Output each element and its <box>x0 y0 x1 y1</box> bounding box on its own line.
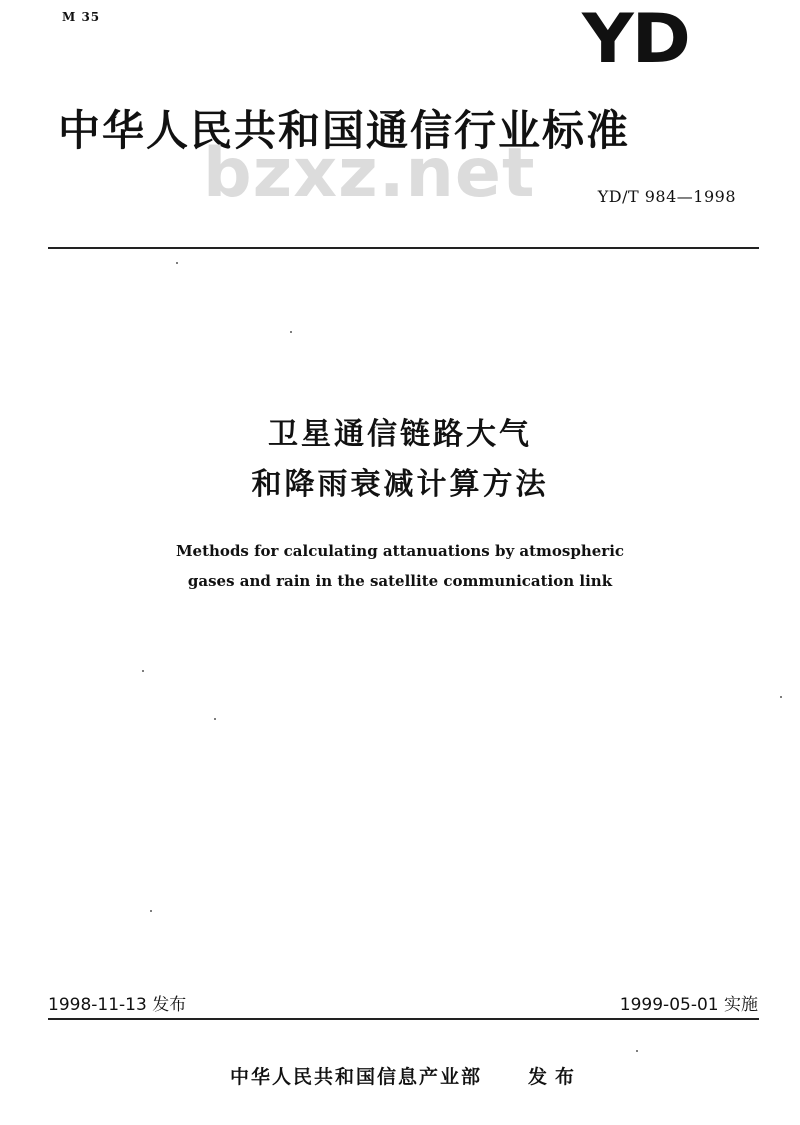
header-divider <box>48 247 759 249</box>
classification-code: M 35 <box>62 10 101 24</box>
publisher: 中华人民共和国信息产业部 <box>230 1066 483 1088</box>
document-title-en-line2: gases and rain in the satellite communication link <box>187 572 613 590</box>
scan-speck <box>176 262 178 264</box>
document-title-cn-line2: 和降雨衰减计算方法 <box>251 467 549 502</box>
document-title-en-line1: Methods for calculating attanuations by atmospheric <box>175 542 625 560</box>
scan-speck <box>142 670 144 672</box>
scan-speck <box>214 718 216 720</box>
publish-label: 发布 <box>528 1066 583 1088</box>
yd-logo: YD <box>582 0 689 79</box>
implementation-date: 1999-05-01 实施 <box>619 995 758 1015</box>
standard-number: YD/T 984—1998 <box>597 187 736 206</box>
watermark: bzxz.net <box>203 134 536 213</box>
scan-speck <box>150 910 152 912</box>
footer-divider <box>48 1018 759 1020</box>
scan-speck <box>780 696 782 698</box>
scan-speck <box>636 1050 638 1052</box>
scan-speck <box>290 331 292 333</box>
industry-standard-title: 中华人民共和国通信行业标准 <box>58 106 631 155</box>
issue-date: 1998-11-13 发布 <box>48 995 187 1015</box>
document-title-cn-line1: 卫星通信链路大气 <box>268 417 532 452</box>
